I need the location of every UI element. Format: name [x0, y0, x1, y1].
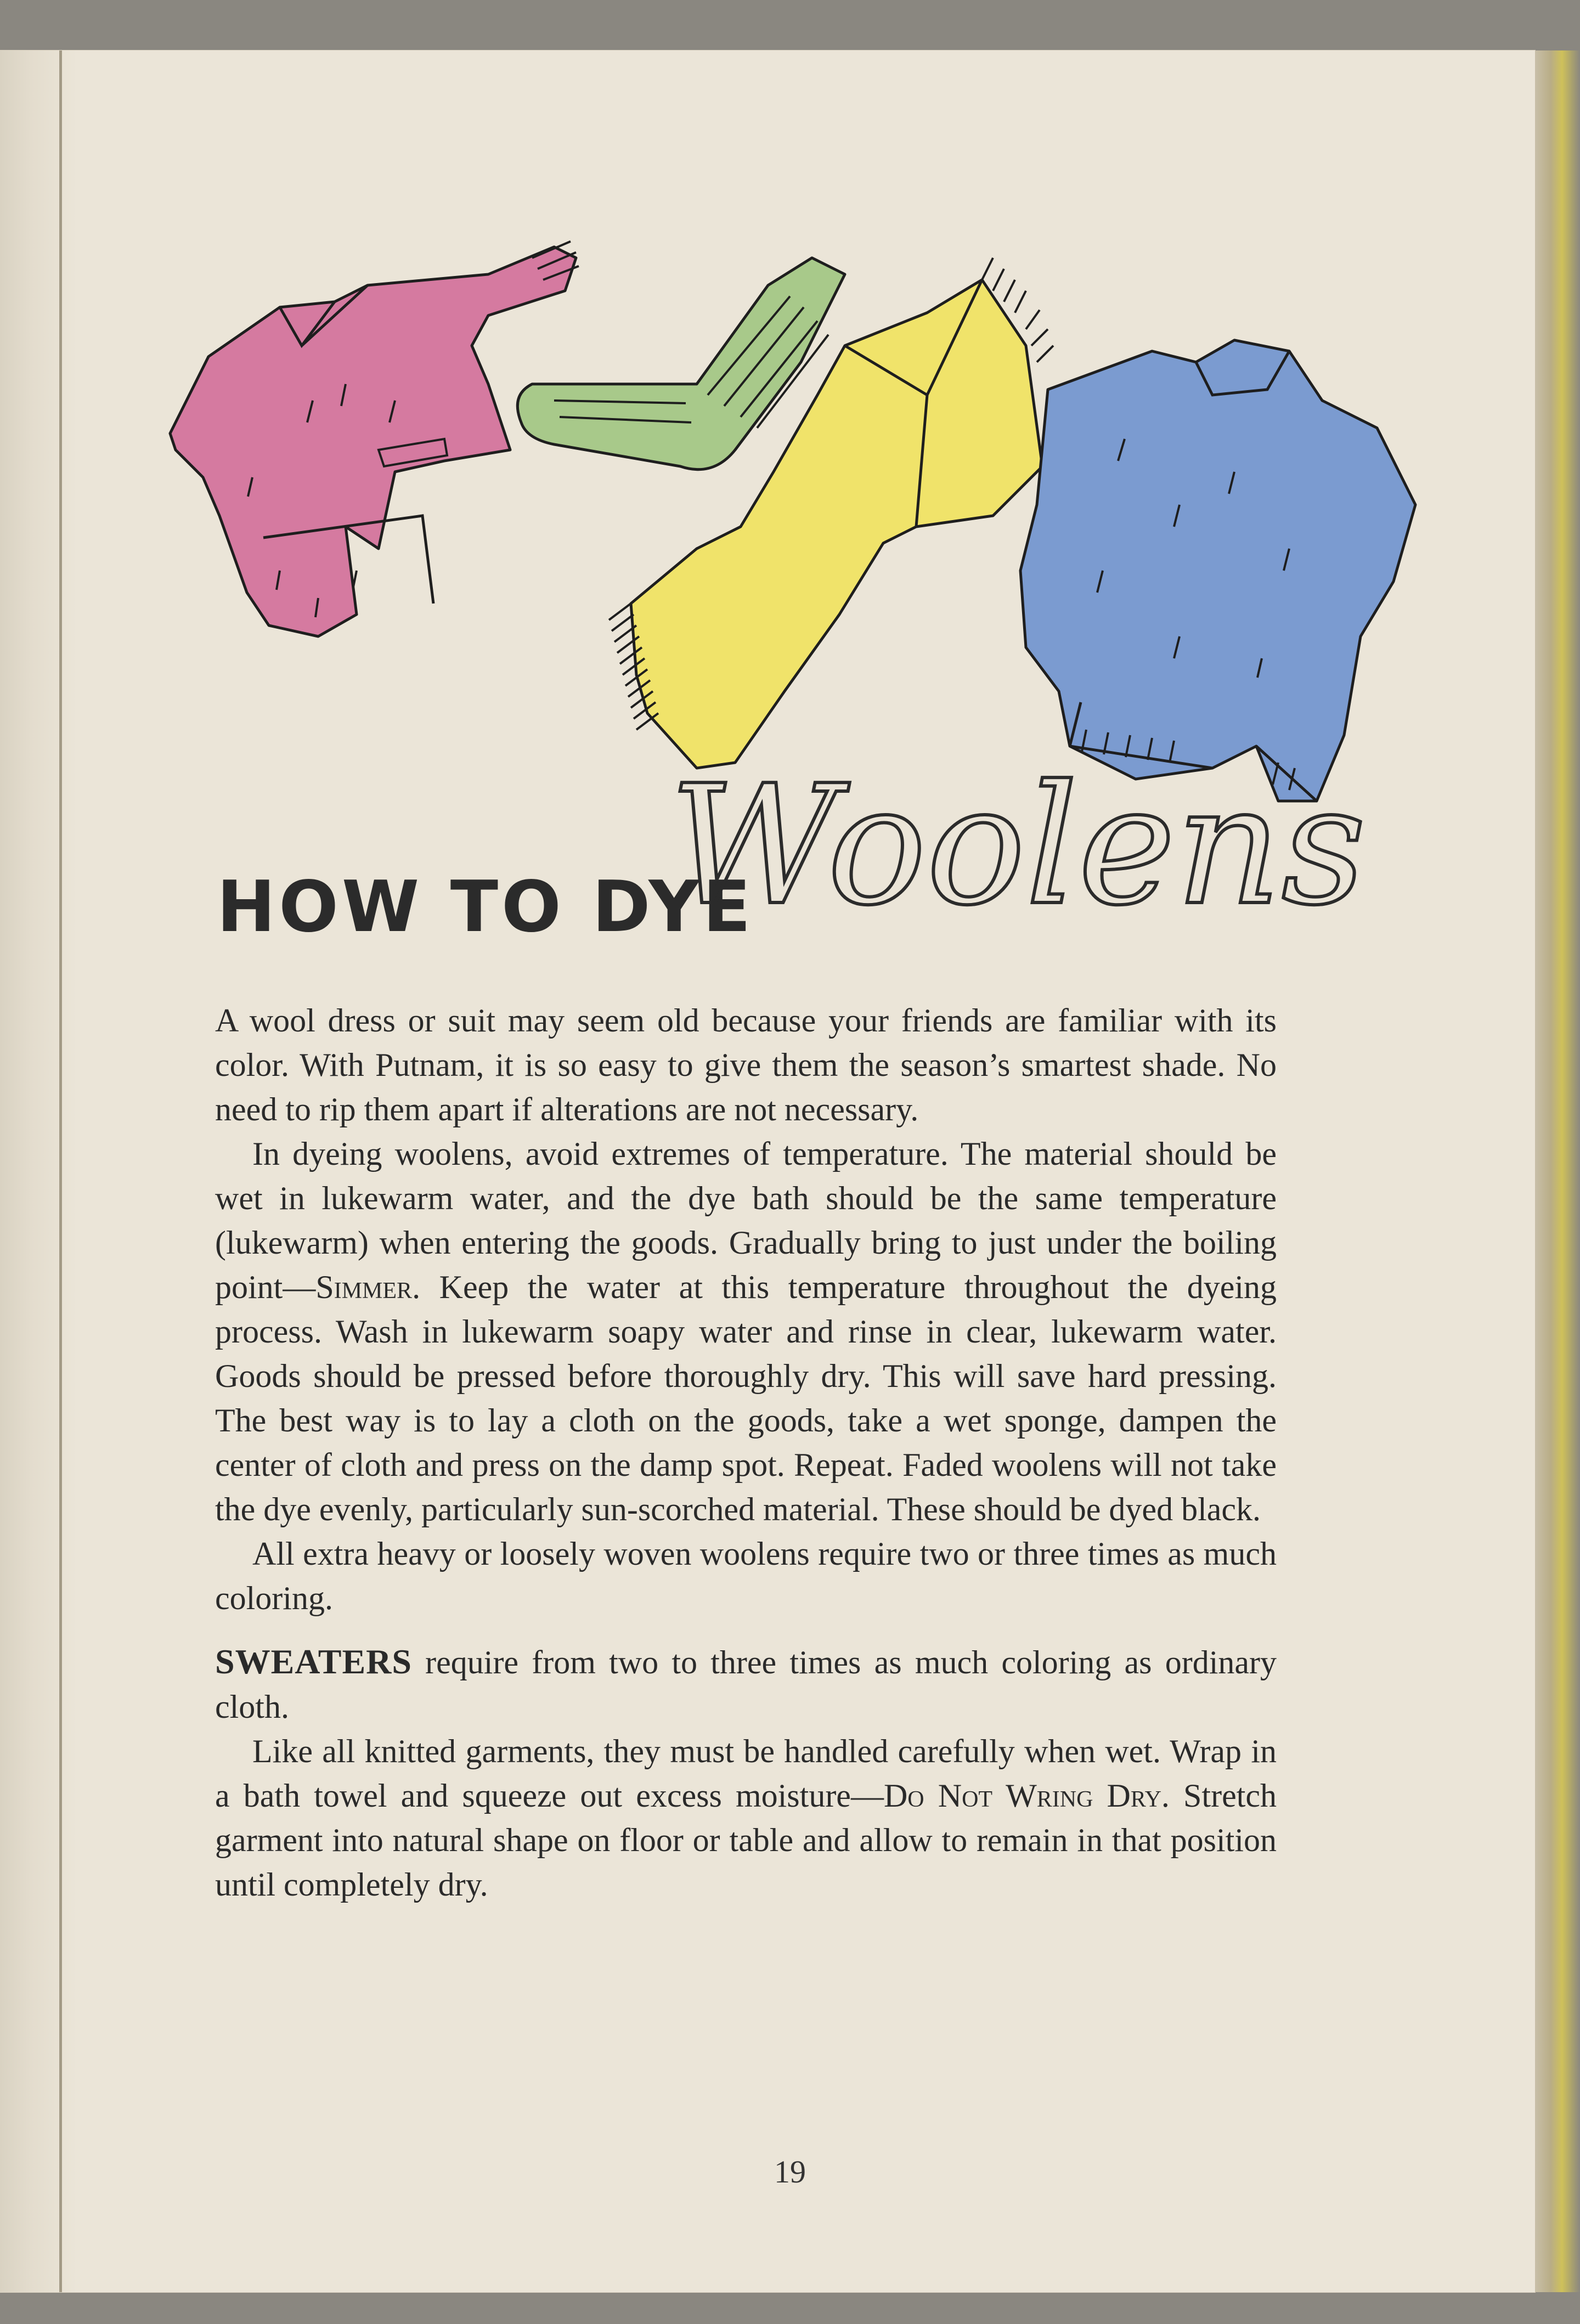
- heading-how-to-dye: HOW TO DYE: [217, 866, 754, 948]
- yellow-scarf-icon: [609, 258, 1053, 768]
- blue-sweater-icon: [1020, 340, 1415, 801]
- small-caps-text: Simmer: [315, 1269, 413, 1305]
- paragraph: [215, 1729, 1277, 1907]
- paragraph: A wool dress or suit may seem old because your friends are familiar with its color. With Putnam, it is so easy to give them the season’s smartest shade. No need to rip them apart if alterations are not necessary.: [215, 1002, 1277, 1127]
- page-spine: [0, 50, 77, 2292]
- paragraph-text: In dyeing woolens, avoid extremes of temperature. The material should be wet in lukewarm water, and the dye bath should be the same temperature (lukewarm) when entering the goods. Gradually bring to just under the boiling point—: [215, 1136, 1277, 1305]
- paragraph-text: require from two to three times as much coloring as ordinary cloth.: [215, 1644, 1277, 1725]
- paragraph: All extra heavy or loosely woven woolens require two or three times as much coloring.: [215, 1536, 1277, 1616]
- paragraph: [215, 1132, 1277, 1532]
- paragraph-text: . Stretch garment into natural shape on floor or table and allow to remain in that position until completely dry.: [215, 1778, 1277, 1903]
- paragraph-text: Like all knitted garments, they must be handled carefully when wet. Wrap in a bath towel and squeeze out excess moisture—: [215, 1733, 1277, 1814]
- section-lead: SWEATERS: [215, 1642, 412, 1681]
- small-caps-text: Do Not Wring Dry: [883, 1778, 1161, 1814]
- paragraph: [215, 1639, 1277, 1729]
- page-number: 19: [774, 2154, 806, 2190]
- page-edge: [1535, 50, 1580, 2292]
- spine-crease: [59, 50, 62, 2292]
- article-body: [215, 999, 1277, 1907]
- paragraph-text: . Keep the water at this temperature throughout the dyeing process. Wash in lukewarm soapy water and rinse in clear, lukewarm water. Goods should be pressed before thoroughly dry. This will save hard pressing. The best way is to lay a cloth on the goods, take a wet sponge, dampen the center of cloth and press on the damp spot. Repeat. Faded woolens will not take the dye evenly, particularly sun-scorched material. These should be dyed black.: [215, 1269, 1277, 1527]
- heading-woolens-script: [658, 750, 1366, 941]
- pink-dress-icon: [170, 241, 579, 636]
- heading-woolens-text: Woolens: [669, 750, 1366, 941]
